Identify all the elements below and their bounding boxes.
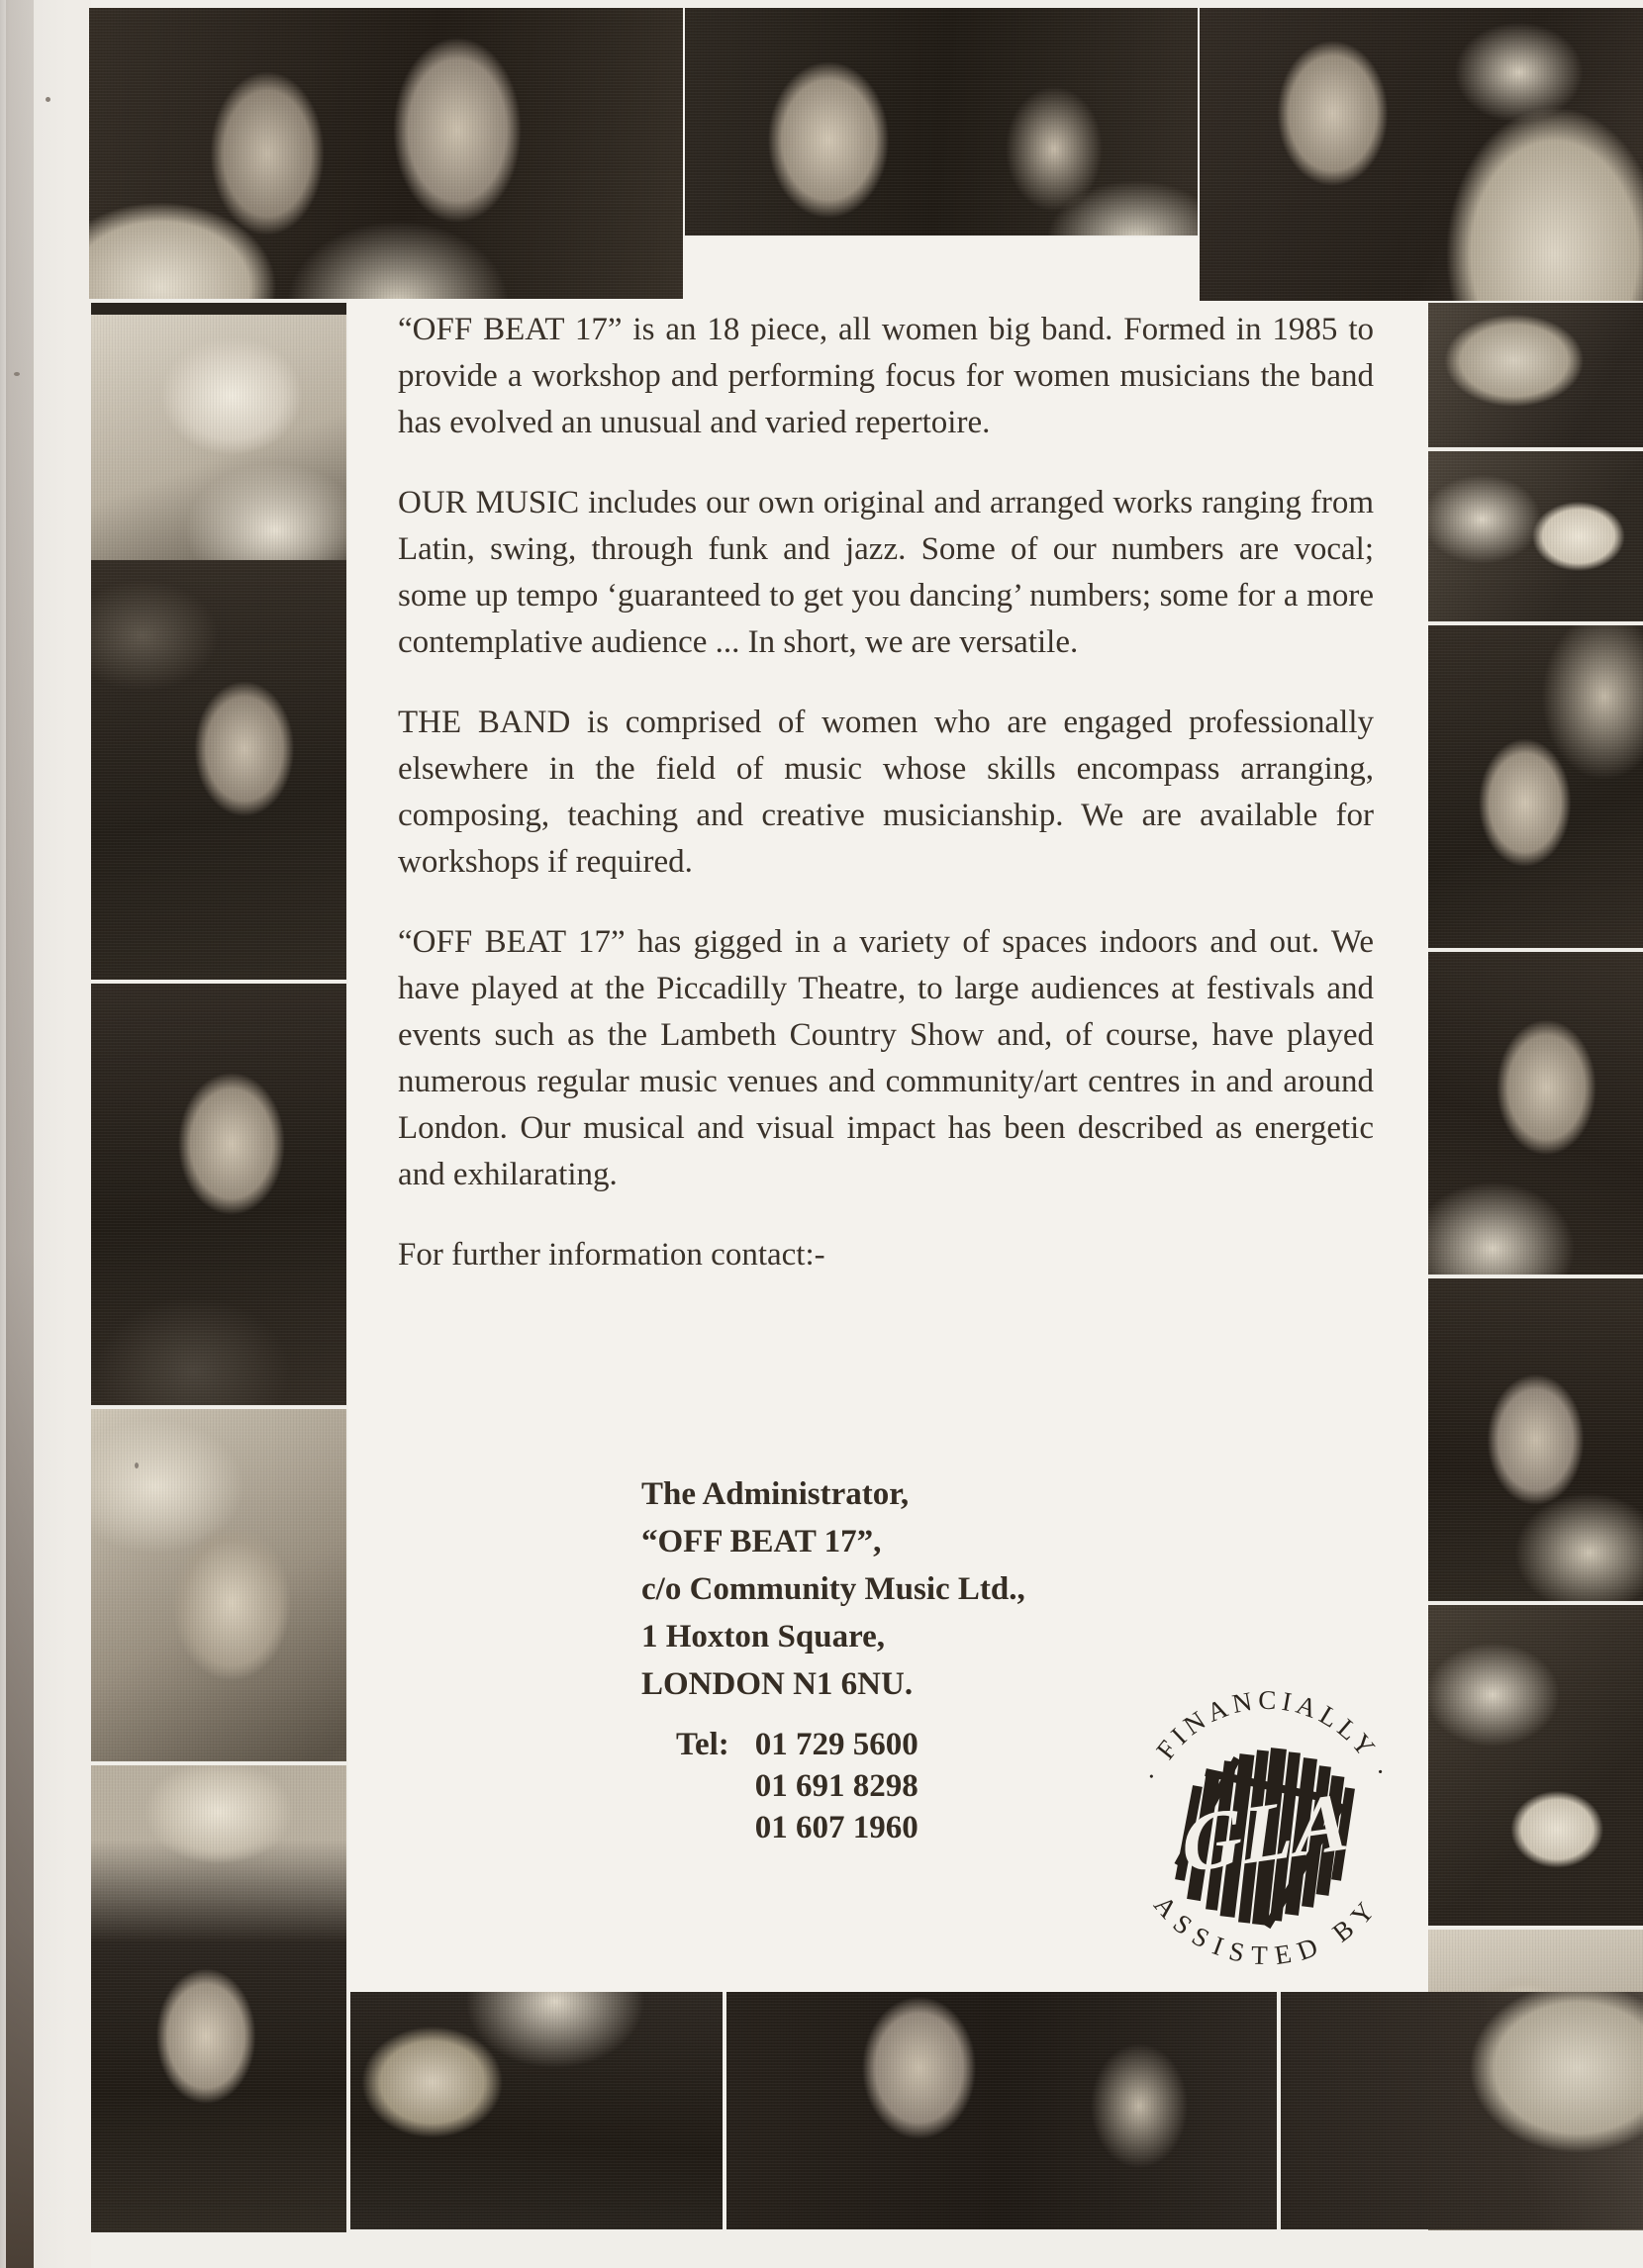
photo-tile-top-right: [1200, 8, 1643, 301]
gla-arc-bottom-text: ASSISTED BY: [1148, 1889, 1386, 1971]
photo-tile-right-baby: [1428, 451, 1643, 621]
photo-tile-left-dog: [91, 303, 346, 568]
gla-letters: GLA: [1180, 1774, 1352, 1891]
telephone-block: [676, 1724, 918, 1848]
paragraph-band-intro: “OFF BEAT 17” is an 18 piece, all women big band. Formed in 1985 to provide a workshop and performing focus for women musicians the band has evolved an unusual and varied repertoire.: [398, 312, 1374, 440]
contact-address: [641, 1470, 1025, 1708]
photo-tile-right: [1428, 952, 1643, 1275]
photo-tile-right: [1428, 1278, 1643, 1601]
photo-tile-bottom-center: [726, 1992, 1277, 2229]
paragraph-our-music: OUR MUSIC includes our own original and arranged works ranging from Latin, swing, through funk and jazz. Some of our numbers are vocal; some up tempo ‘guaranteed to get you dancing’ numbers; some for a more contemplative audience ... In short, we are versatile.: [398, 485, 1374, 660]
address-line: c/o Community Music Ltd.,: [641, 1571, 1025, 1607]
scan-speck: [135, 1463, 139, 1468]
tel-label: Tel:: [676, 1727, 729, 1762]
photo-tile-right: [1428, 1605, 1643, 1926]
photo-tile-left-bottom: [91, 1765, 346, 2232]
scan-speck: [14, 372, 20, 376]
tel-numbers: [755, 1724, 918, 1848]
scan-speck: [46, 97, 50, 102]
gla-arc-top-text: · FINANCIALLY ·: [1135, 1684, 1399, 1787]
paragraph-the-band: THE BAND is comprised of women who are engaged professionally elsewhere in the field of music whose skills encompass arranging, composing, teaching and creative musicianship. We are available for workshops if required.: [398, 705, 1374, 880]
paragraph-gigs: “OFF BEAT 17” has gigged in a variety of spaces indoors and out. We have played at the Piccadilly Theatre, to large audiences at festivals and events such as the Lambeth Country Show and, of course, have played numerous regular music venues and community/art centres in and around London. Our musical and visual impact has been described as energetic and exhilarating.: [398, 924, 1374, 1192]
photo-tile-left: [91, 1409, 346, 1761]
photo-tile-left: [91, 984, 346, 1405]
tel-number: 01 691 8298: [754, 1768, 918, 1804]
photo-tile-top-center: [685, 8, 1198, 236]
tel-number: 01 729 5600: [754, 1727, 918, 1762]
photo-tile-left: [91, 560, 346, 980]
address-line: The Administrator,: [641, 1476, 910, 1512]
photo-tile-right: [1428, 625, 1643, 948]
gla-logo: [1118, 1677, 1415, 1974]
scan-crease-line: [6, 0, 34, 2268]
body-text: [398, 307, 1374, 1312]
tel-number: 01 607 1960: [754, 1810, 918, 1845]
photo-tile-bottom-left: [350, 1992, 723, 2229]
photo-tile-bottom-right: [1281, 1992, 1643, 2229]
address-line: 1 Hoxton Square,: [641, 1619, 886, 1654]
contact-intro: For further information contact:-: [398, 1237, 825, 1273]
address-line: “OFF BEAT 17”,: [641, 1524, 882, 1559]
photo-tile-right-upper: [1428, 303, 1643, 447]
photo-tile-top-left: [89, 8, 683, 299]
address-line: LONDON N1 6NU.: [641, 1666, 914, 1702]
